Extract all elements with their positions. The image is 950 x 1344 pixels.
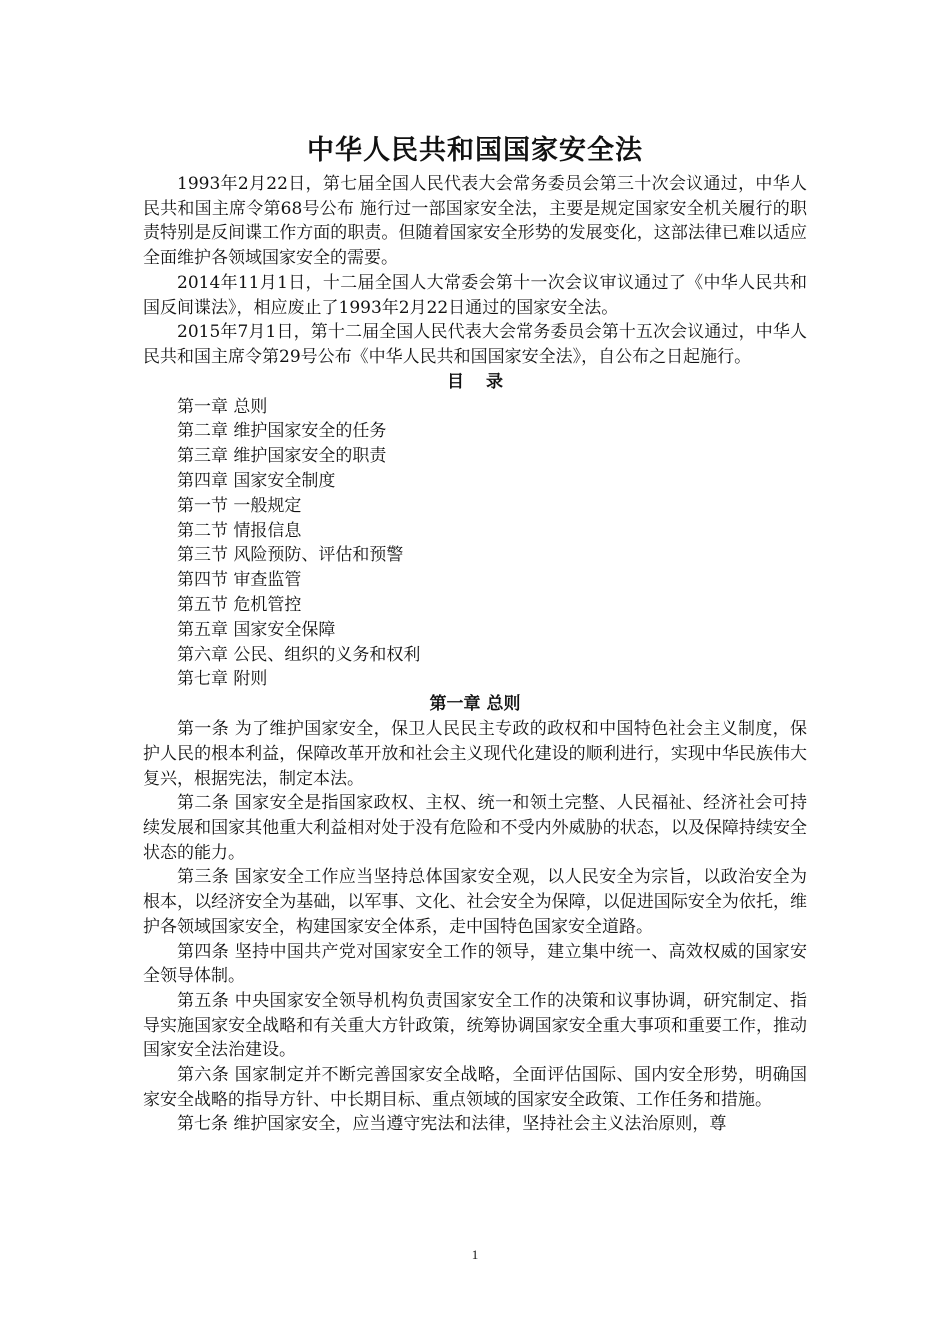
toc-item: 第二节 情报信息 [177,520,302,541]
intro-paragraph: 2015年7月1日，第十二届全国人民代表大会常务委员会第十五次会议通过，中华人民共和国主席令第29号公布《中华人民共和国国家安全法》，自公布之日起施行。 [143,322,807,367]
article-paragraph: 第三条 国家安全工作应当坚持总体国家安全观，以人民安全为宗旨，以政治安全为根本，以经济安全为基础，以军事、文化、社会安全为保障，以促进国际安全为依托，维护各领域国家安全，构建国家安全体系，走中国特色国家安全道路。 [143,867,807,937]
page-number: 1 [471,1247,479,1262]
toc-item: 第一章 总则 [177,396,268,417]
toc-item: 第六章 公民、组织的义务和权利 [177,644,421,665]
toc-item: 第三节 风险预防、评估和预警 [177,545,404,566]
page-content [143,132,807,1137]
toc-item: 第五章 国家安全保障 [177,619,336,640]
toc-heading: 目 录 [447,371,511,392]
article-paragraph: 第六条 国家制定并不断完善国家安全战略，全面评估国际、国内安全形势，明确国家安全战略的指导方针、中长期目标、重点领域的国家安全政策、工作任务和措施。 [143,1065,807,1110]
table-of-contents [143,395,807,693]
article-paragraph: 第七条 维护国家安全，应当遵守宪法和法律，坚持社会主义法治原则，尊 [177,1114,727,1135]
article-paragraph: 第四条 坚持中国共产党对国家安全工作的领导，建立集中统一、高效权威的国家安全领导体制。 [143,941,807,987]
toc-item: 第三章 维护国家安全的职责 [177,446,387,467]
toc-item: 第七章 附则 [177,669,268,690]
toc-item: 第二章 维护国家安全的任务 [177,421,387,442]
articles-section [143,717,807,1137]
chapter-heading: 第一章 总则 [429,694,521,715]
toc-item: 第四节 审查监管 [177,570,302,591]
intro-paragraph: 2014年11月1日，十二届全国人大常委会第十一次会议审议通过了《中华人民共和国反间谍法》，相应废止了1993年2月22日通过的国家安全法。 [143,272,807,318]
document-title: 中华人民共和国国家安全法 [307,135,643,166]
article-paragraph: 第五条 中央国家安全领导机构负责国家安全工作的决策和议事协调，研究制定、指导实施国家安全战略和有关重大方针政策，统筹协调国家安全重大事项和重要工作，推动国家安全法治建设。 [143,990,807,1061]
intro-section [143,172,807,370]
article-paragraph: 第一条 为了维护国家安全，保卫人民民主专政的政权和中国特色社会主义制度，保护人民的根本利益，保障改革开放和社会主义现代化建设的顺利进行，实现中华民族伟大复兴，根据宪法，制定本法。 [143,719,807,789]
toc-item: 第四章 国家安全制度 [177,471,336,492]
article-paragraph: 第二条 国家安全是指国家政权、主权、统一和领土完整、人民福祉、经济社会可持续发展和国家其他重大利益相对处于没有危险和不受内外威胁的状态，以及保障持续安全状态的能力。 [143,793,807,863]
toc-item: 第一节 一般规定 [177,495,302,516]
intro-paragraph: 1993年2月22日，第七届全国人民代表大会常务委员会第三十次会议通过，中华人民共和国主席令第68号公布 施行过一部国家安全法，主要是规定国家安全机关履行的职责特别是反间谍工作方面的职责。但随着国家安全形势的发展变化，这部法律已难以适应全面维护各领域国家安全的需要。 [143,174,807,269]
toc-item: 第五节 危机管控 [177,595,302,615]
